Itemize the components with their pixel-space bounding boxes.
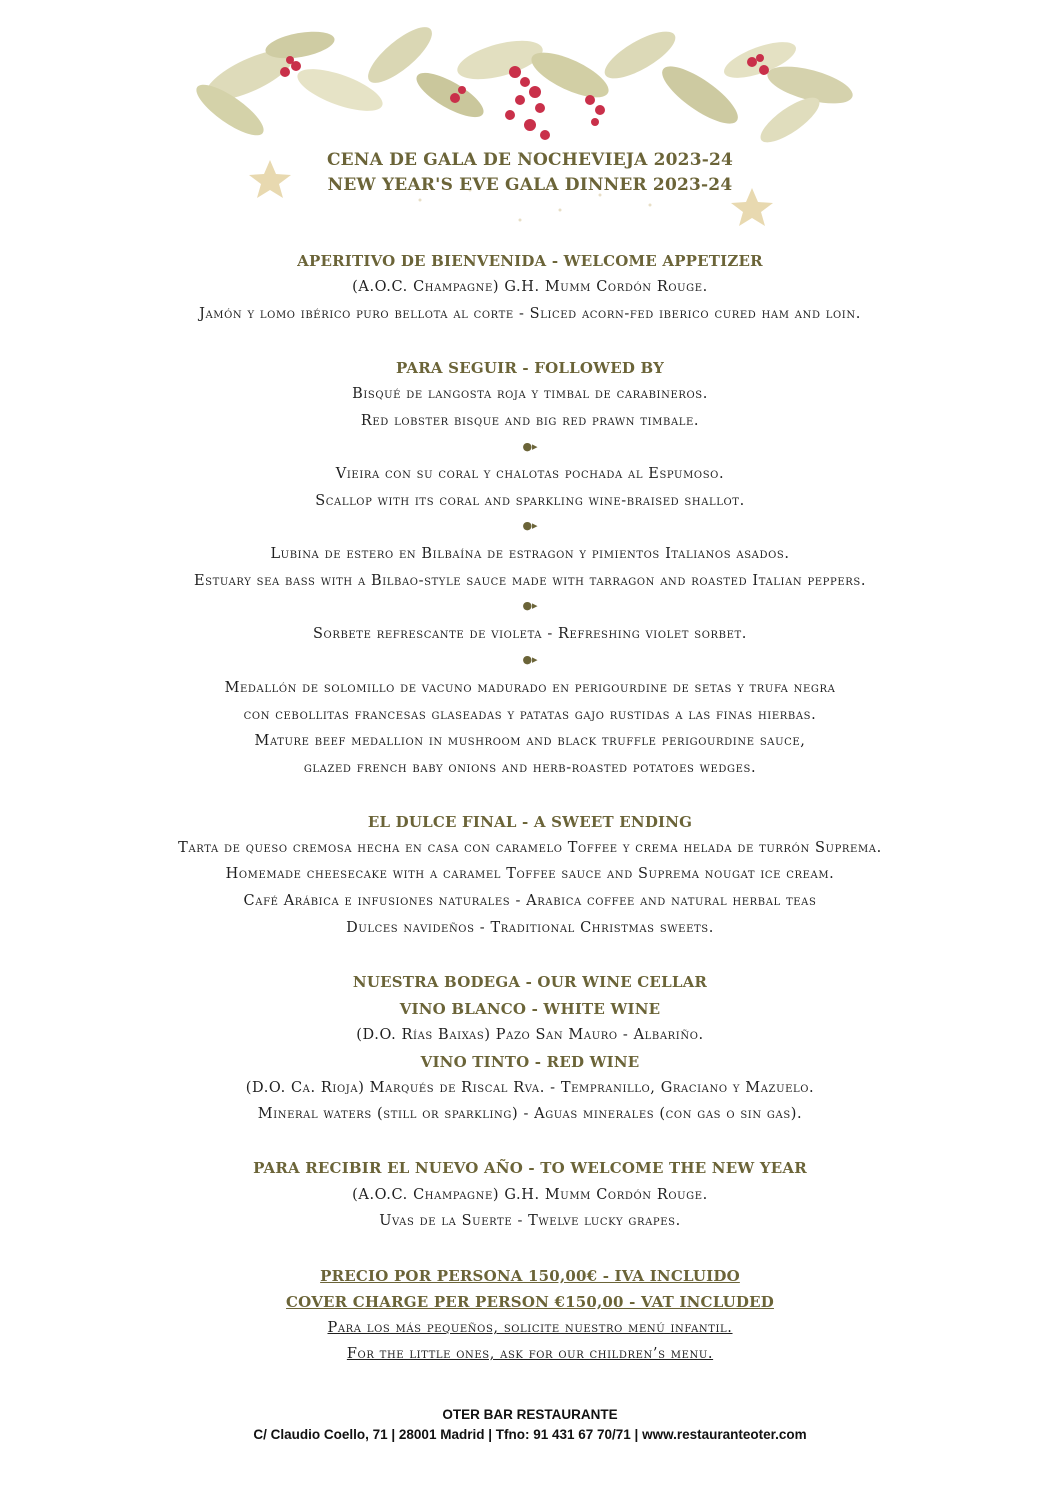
menu-item: Red lobster bisque and big red prawn timbale. [360, 413, 700, 429]
menu-item: (A.O.C. Champagne) G.H. Mumm Cordón Rouge. [352, 279, 708, 295]
menu-item: Jamón y lomo ibérico puro bellota al corte - Sliced acorn-fed iberico cured ham and loin. [199, 306, 861, 322]
menu-item: Vieira con su coral y chalotas pochada al Espumoso. [335, 466, 725, 482]
kids-menu-note-en: For the little ones, ask for our children’s menu. [346, 1346, 714, 1362]
menu-title-en: NEW YEAR'S EVE GALA DINNER 2023-24 [327, 175, 733, 195]
section-heading-aperitivo: APERITIVO DE BIENVENIDA - WELCOME APPETIZER [297, 252, 763, 270]
menu-item: (A.O.C. Champagne) G.H. Mumm Cordón Rouge. [352, 1187, 708, 1203]
menu-item: Lubina de estero en Bilbaína de estragon y pimientos Italianos asados. [270, 546, 790, 562]
menu-item: Mature beef medallion in mushroom and black truffle perigourdine sauce, [254, 733, 806, 749]
kids-menu-note-es: Para los más pequeños, solicite nuestro menú infantil. [327, 1320, 733, 1336]
separator-icon: ●▸ [522, 440, 538, 453]
menu-item: Café Arábica e infusiones naturales - Arabica coffee and natural herbal teas [243, 893, 817, 909]
section-heading-seguir: PARA SEGUIR - FOLLOWED BY [396, 359, 664, 377]
section-heading-nuevo: PARA RECIBIR EL NUEVO AÑO - TO WELCOME THE NEW YEAR [253, 1159, 807, 1177]
menu-item: Dulces navideños - Traditional Christmas sweets. [346, 920, 714, 936]
price-es: PRECIO POR PERSONA 150,00€ - IVA INCLUIDO [320, 1267, 740, 1285]
separator-icon: ●▸ [522, 519, 538, 532]
subheading-red-wine: VINO TINTO - RED WINE [420, 1053, 640, 1071]
menu-item: Homemade cheesecake with a caramel Toffee sauce and Suprema nougat ice cream. [225, 866, 835, 882]
menu-item: Medallón de solomillo de vacuno madurado en perigourdine de setas y trufa negra [224, 680, 836, 696]
separator-icon: ●▸ [522, 599, 538, 612]
section-heading-dulce: EL DULCE FINAL - A SWEET ENDING [367, 813, 693, 831]
menu-item: Uvas de la Suerte - Twelve lucky grapes. [379, 1213, 681, 1229]
menu-item: (D.O. Rías Baixas) Pazo San Mauro - Albariño. [356, 1027, 704, 1043]
menu-item: Sorbete refrescante de violeta - Refreshing violet sorbet. [313, 626, 747, 642]
menu-item: Estuary sea bass with a Bilbao-style sauce made with tarragon and roasted Italian peppers. [193, 573, 867, 589]
separator-icon: ●▸ [522, 653, 538, 666]
menu-item: Scallop with its coral and sparkling wine-braised shallot. [315, 493, 745, 509]
restaurant-name: OTER BAR RESTAURANTE [442, 1407, 618, 1422]
menu-item: Mineral waters (still or sparkling) - Aguas minerales (con gas o sin gas). [257, 1106, 803, 1122]
price-en: COVER CHARGE PER PERSON €150,00 - VAT INCLUDED [286, 1293, 774, 1311]
menu-item: Tarta de queso cremosa hecha en casa con caramelo Toffee y crema helada de turrón Suprema. [178, 840, 882, 856]
menu-item: con cebollitas francesas glaseadas y patatas gajo rustidas a las finas hierbas. [243, 707, 817, 723]
holly-garland-decoration [0, 0, 1060, 250]
menu-title-es: CENA DE GALA DE NOCHEVIEJA 2023-24 [326, 150, 734, 170]
subheading-white-wine: VINO BLANCO - WHITE WINE [399, 1000, 661, 1018]
menu-item: (D.O. Ca. Rioja) Marqués de Riscal Rva. - Tempranillo, Graciano y Mazuelo. [245, 1080, 815, 1096]
menu-item: glazed french baby onions and herb-roasted potatoes wedges. [303, 760, 757, 776]
restaurant-address: C/ Claudio Coello, 71 | 28001 Madrid | Tfno: 91 431 67 70/71 | www.restauranteoter.com [253, 1427, 807, 1442]
menu-item: Bisqué de langosta roja y timbal de carabineros. [352, 386, 708, 402]
section-heading-bodega: NUESTRA BODEGA - OUR WINE CELLAR [352, 973, 708, 991]
